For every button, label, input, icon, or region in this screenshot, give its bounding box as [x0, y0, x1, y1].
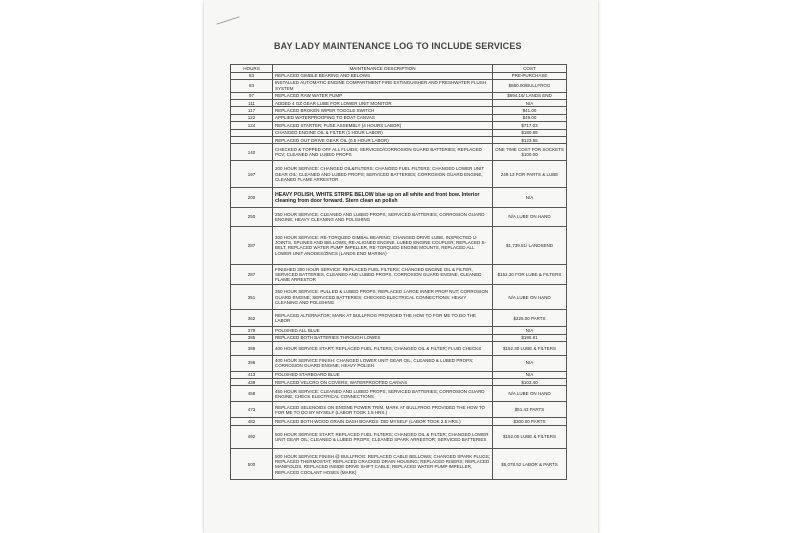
table-row: [231, 402, 567, 418]
hours-cell: 287: [231, 264, 273, 285]
description-cell: 400 HOUR SERVICE START: REPLACED FUEL FILTERS; CHANGED OIL & FILTER; FLUID CHECKS: [273, 342, 493, 356]
table-row: [231, 144, 567, 161]
cost-cell: N/A LUBE ON HAND: [493, 285, 567, 310]
cost-cell: PRE-PURCHASE: [493, 72, 567, 79]
table-row: [231, 425, 567, 449]
table-row: [231, 137, 567, 144]
hours-cell: [231, 129, 273, 136]
description-cell: 200 HOUR SERVICE: CHANGED OIL&FILTERS; CHANGED FUEL FILTERS; CHANGED LOWER UNIT GEAR OIL; CLEANED AND LUBED PROPS; SERVICED BATTERIES; CORROSION GUARD ENGINE, CLEANED FLAME ARRESTOR: [273, 161, 493, 188]
description-cell: 450 HOUR SERVICE: CLEANED AND LUBED PROPS; SERVICED BATTERIES; CORROSION GUARD ENGINE; CHECK ELECTRICAL CONNECTIONS: [273, 386, 493, 402]
description-cell: POLISHED STARBOARD BLUE: [273, 371, 493, 378]
cost-cell: N/A LUBE ON HAND: [493, 208, 567, 227]
cost-cell: $195.81: [493, 334, 567, 341]
hours-cell: 117: [231, 107, 273, 114]
cost-cell: ONE TIME COST FOR SOCKETS $100.00: [493, 144, 567, 161]
table-row: [231, 285, 567, 310]
description-cell: ADDED 4 OZ GEAR LUBE FOR LOWER UNIT MONITOR: [273, 100, 493, 107]
maintenance-log-table: [230, 64, 567, 480]
table-row: [231, 114, 567, 121]
table-row: [231, 379, 567, 386]
hours-cell: 122: [231, 114, 273, 121]
table-row: [231, 208, 567, 227]
table-header-row: [231, 65, 567, 73]
description-cell: 350 HOUR SERVICE: PULLED & LUBED PROPS; REPLACED LARGE INNER PROP NUT; CORROSION GUARD ENGINE; SERVICED BATTERIES; CHECKED ELECTRICAL CONNECTIONS; HEAVY CLEANING AND POLISHING: [273, 285, 493, 310]
hours-cell: 124: [231, 122, 273, 129]
hours-cell: 97: [231, 92, 273, 99]
cost-cell: N/A LUBE ON HAND: [493, 386, 567, 402]
hours-cell: 438: [231, 379, 273, 386]
table-row: [231, 327, 567, 334]
cost-cell: $152.30 FOR LUBE & FILTERS: [493, 264, 567, 285]
description-cell: APPLIED WATERPROOFING TO BOAT CANVAS: [273, 114, 493, 121]
table-row: [231, 371, 567, 378]
hours-cell: 473: [231, 402, 273, 418]
hours-cell: 492: [231, 425, 273, 449]
hours-cell: 413: [231, 371, 273, 378]
cost-cell: $300.00 PARTS: [493, 418, 567, 425]
table-body: [231, 72, 567, 480]
table-row: [231, 342, 567, 356]
cost-cell: 249.13 FOR PARTS & LUBE: [493, 161, 567, 188]
table-row: [231, 92, 567, 99]
table-row: [231, 264, 567, 285]
table-row: [231, 226, 567, 264]
hours-cell: 200: [231, 188, 273, 208]
cost-cell: $225.00 PARTS: [493, 310, 567, 327]
description-cell: REPLACED ALTERNATOR; MARK AT BULLFROG PROVIDED THE HOW TO FOR ME TO DO THE LABOR: [273, 310, 493, 327]
cost-cell: $152.00 LUBE & FILTERS: [493, 425, 567, 449]
cost-cell: $1,739.51/ LANDSEND: [493, 226, 567, 264]
description-cell: 300 HOUR SERVICE: RE-TORQUED GIMBAL BEARING; CHANGED DRIVE LUBE, INSPECTED U-JOINTS, SPLINES AND BELLOWS; RE-ALIGNED ENGINE, LUBED ENGINE COUPLER; REPLACED S-BELT, REPLACED WATER PUMP IMPELLER, RE-TORQUED ENGINE MOUNTS, REPLACED ALL LOWER UNIT ANODES/ZINCS (LANDS END MARINA): [273, 226, 493, 264]
description-cell: REPLACED STARTER; FUSE ASSEMBLY (4 HOURS LABOR): [273, 122, 493, 129]
hours-cell: 388: [231, 342, 273, 356]
cost-cell: N/A: [493, 327, 567, 334]
description-cell: POLISHED ALL BLUE: [273, 327, 493, 334]
hours-cell: 458: [231, 386, 273, 402]
cost-cell: $717.03: [493, 122, 567, 129]
cost-cell: $51.43 PARTS: [493, 402, 567, 418]
description-cell: 500 HOUR SERVICE START: REPLACED FUEL FILTERS; CHANGED OIL & FILTER; CHANGED LOWER UNIT GEAR OIL; CLEANED & LUBED PROPS; CLEANED SPARK ARRESTOR; SERVICED BATTERIES: [273, 425, 493, 449]
cost-cell: $103.40: [493, 379, 567, 386]
description-cell: INSTALLED AUTOMATIC ENGINE COMPARTMENT FIRE EXTINGUISHER AND FRESHWATER FLUSH SYSTEM: [273, 79, 493, 92]
header-hours: HOURS: [231, 65, 273, 73]
cost-cell: $5,078.52 LABOR & PARTS: [493, 449, 567, 480]
cost-cell: N/A: [493, 188, 567, 208]
description-cell: REPLACED RAW WATER PUMP: [273, 92, 493, 99]
description-cell: REPLACED VELCRO ON COVERS; WATERPROOFED CANVAS: [273, 379, 493, 386]
hours-cell: 140: [231, 144, 273, 161]
header-cost: COST: [493, 65, 567, 73]
cost-cell: $41.00: [493, 107, 567, 114]
table-row: [231, 72, 567, 79]
cost-cell: N/A: [493, 100, 567, 107]
description-cell: CHECKED & TOPPED OFF ALL FLUIDS; SERVICED/CORROSION GUARD BATTERIES; REPLACED PCV; CLEANED AND LUBED PROPS: [273, 144, 493, 161]
description-cell: REPLACED BROKEN WIPER TOGGLE SWITCH: [273, 107, 493, 114]
hours-cell: 197: [231, 161, 273, 188]
hours-cell: 396: [231, 355, 273, 371]
table-row: [231, 449, 567, 480]
description-cell: REPLACED OUT DRIVE GEAR OIL (0.5 HOUR LABOR): [273, 137, 493, 144]
table-row: [231, 418, 567, 425]
table-row: [231, 129, 567, 136]
table-row: [231, 355, 567, 371]
table-row: [231, 122, 567, 129]
description-cell: REPLACED GIMBLE BEARING AND BELOWS: [273, 72, 493, 79]
scanned-page: [204, 0, 598, 533]
cost-cell: $180.89: [493, 129, 567, 136]
pen-mark: [216, 16, 239, 24]
description-cell: CHANGED ENGINE OIL & FILTER (1 HOUR LABOR): [273, 129, 493, 136]
hours-cell: 482: [231, 418, 273, 425]
cost-cell: N/A: [493, 371, 567, 378]
description-cell: 400 HOUR SERVICE FINISH: CHANGED LOWER UNIT GEAR OIL, CLEANED & LUBED PROPS; CORROSION GUARD ENGINE; HEAVY POLISH: [273, 355, 493, 371]
table-row: [231, 161, 567, 188]
hours-cell: 379: [231, 327, 273, 334]
description-cell: 250 HOUR SERVICE: CLEANED AND LUBED PROPS; SERVICED BATTERIES; CORROSION GUARD ENGINE; HEAVY CLEANING AND POLISHING: [273, 208, 493, 227]
description-cell: REPLACED BOTH BATTERIES THROUGH LOWES: [273, 334, 493, 341]
description-cell: 500 HOUR SERVICE FINISH @ BULLFROG: REPLACED CABLE BELLOWS; CHANGED SPARK PLUGS; REPLACED THERMOSTAT; REPLACED CRACKED DRAIN HOUSING; REPLACED RISERS; REPLACED MANIFOLDS, REPLACED INSIDE DRIVE SHIFT CABLE; REPLACED WATER PUMP IMPELLER, REPLACED COOLANT HOSES (MARK): [273, 449, 493, 480]
header-description: MAINTENANCE DESCRIPTION: [273, 65, 493, 73]
cost-cell: $694.16/ LANDS END: [493, 92, 567, 99]
hours-cell: 500: [231, 449, 273, 480]
table-row: [231, 107, 567, 114]
table-row: [231, 79, 567, 92]
page-title: BAY LADY MAINTENANCE LOG TO INCLUDE SERVICES: [274, 41, 522, 51]
hours-cell: [231, 137, 273, 144]
hours-cell: 385: [231, 334, 273, 341]
hours-cell: 287: [231, 226, 273, 264]
table-row: [231, 334, 567, 341]
hours-cell: 351: [231, 285, 273, 310]
table-row: [231, 188, 567, 208]
table-row: [231, 386, 567, 402]
cost-cell: $49.00: [493, 114, 567, 121]
description-cell: HEAVY POLISH, WHITE STRIPE BELOW blue up on all white and front bow. Interior cleaning from door forward. Stern clean an polish: [273, 188, 493, 208]
hours-cell: 83: [231, 72, 273, 79]
description-cell: REPLACED BOTH WOOD GRAIN DASH BOARDS. DID MYSELF (LABOR TOOK 2.5 HRS.): [273, 418, 493, 425]
cost-cell: $152.30 LUBE & FILTERS: [493, 342, 567, 356]
description-cell: FINISHED 300 HOUR SERVICE: REPLACED FUEL FILTERS; CHANGED ENGINE OIL & FILTER, SERVICED BATTERIES, CLEANED AND LUBED PROPS, CORROSION GUARD ENGINE, CLEANED FLAME ARRESTOR: [273, 264, 493, 285]
cost-cell: N/A: [493, 355, 567, 371]
description-cell: REPLACED SELENOIDS ON ENGINE POWER TRIM. MARK AT BULLFROG PROVIDED THE HOW TO FOR ME TO DO BY MYSELF (LABOR TOOK 1.5 HRS.): [273, 402, 493, 418]
hours-cell: 83: [231, 79, 273, 92]
cost-cell: $123.55: [493, 137, 567, 144]
hours-cell: 250: [231, 208, 273, 227]
hours-cell: 362: [231, 310, 273, 327]
cost-cell: $860.00/BULLFROG: [493, 79, 567, 92]
table-row: [231, 310, 567, 327]
hours-cell: 111: [231, 100, 273, 107]
table-row: [231, 100, 567, 107]
